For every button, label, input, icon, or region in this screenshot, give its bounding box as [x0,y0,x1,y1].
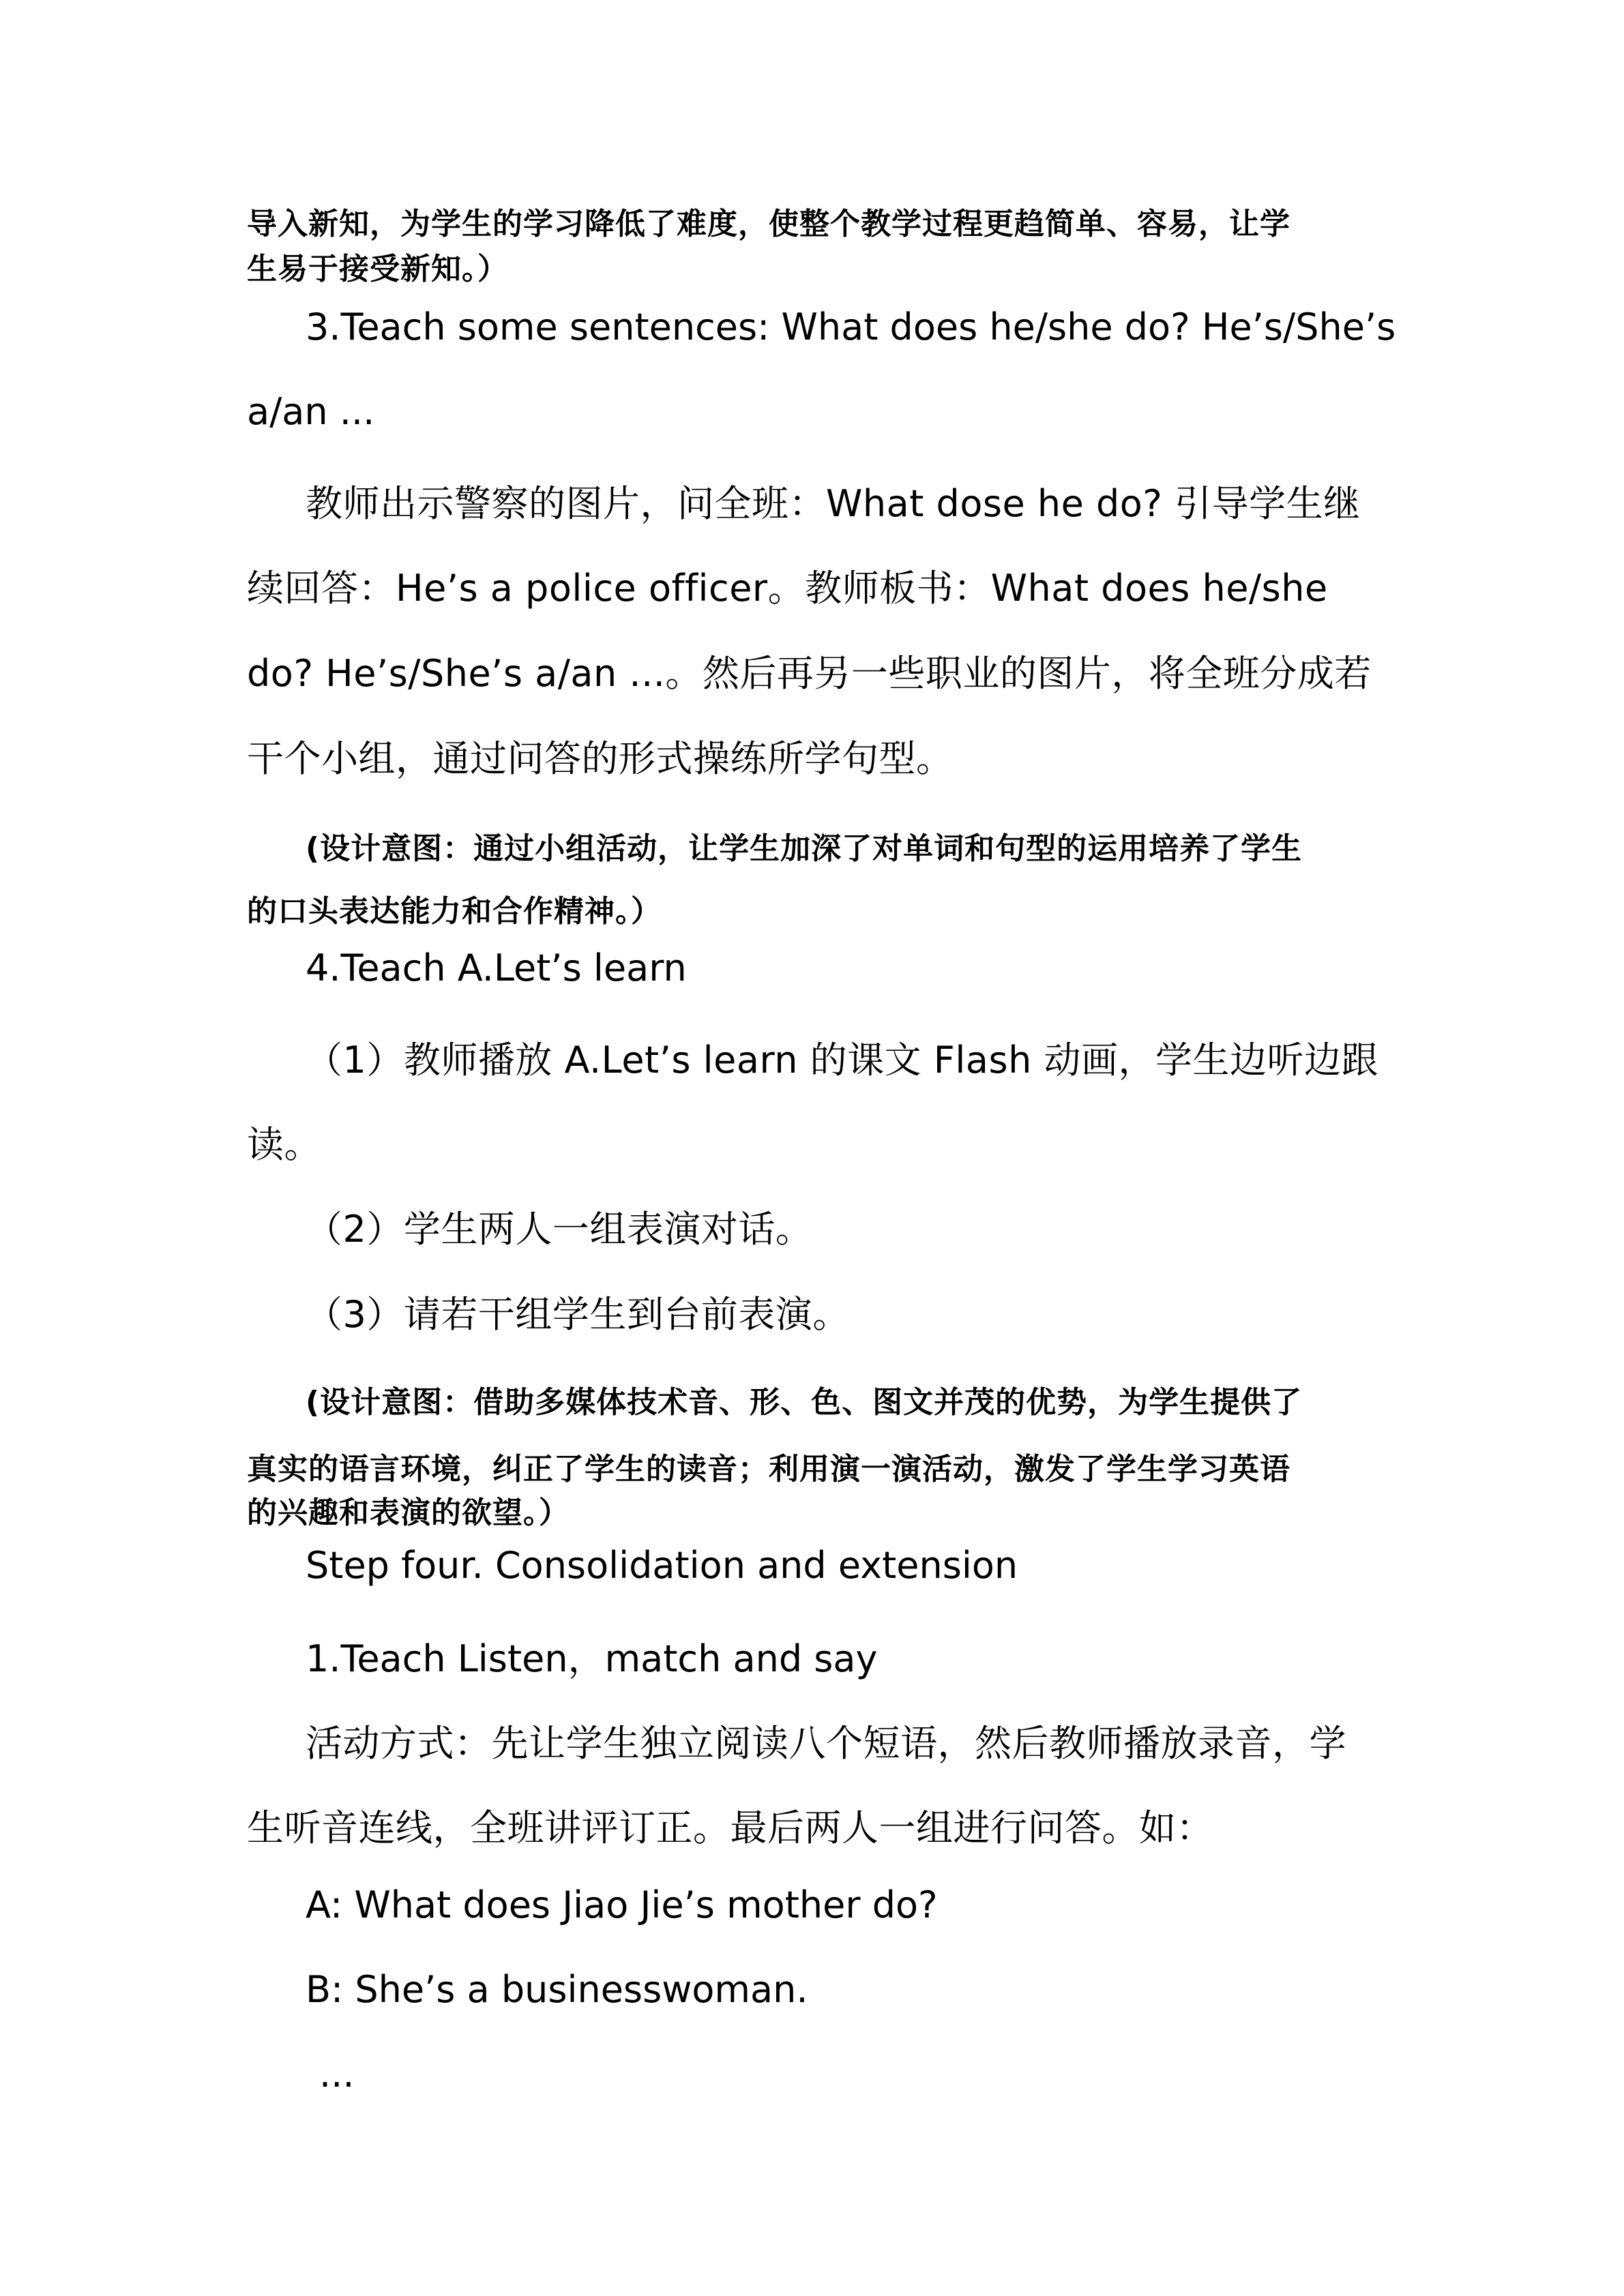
step-3-heading-line-2: a/an ... [247,390,375,433]
design-note-3-line-3: 的兴趣和表演的欲望。） [247,1495,570,1530]
teach-listen-heading: 1.Teach Listen，match and say [306,1637,878,1680]
design-note-3-line-2: 真实的语言环境，纠正了学生的读音；利用演一演活动，激发了学生学习英语 [247,1452,1290,1487]
design-note-3-line-1: (设计意图：借助多媒体技术音、形、色、图文并茂的优势，为学生提供了 [306,1385,1303,1420]
design-note-2-line-2: 的口头表达能力和合作精神。） [247,894,662,929]
step-four-heading: Step four. Consolidation and extension [306,1544,1018,1587]
step-3-heading-line-1: 3.Teach some sentences: What does he/she do? He’s/She’s [306,305,1396,348]
design-note-2-line-1: (设计意图：通过小组活动，让学生加深了对单词和句型的运用培养了学生 [306,831,1303,866]
activity-line-2: 生听音连线，全班讲评订正。最后两人一组进行问答。如： [247,1806,1213,1849]
list-item-2: （2）学生两人一组表演对话。 [306,1208,813,1251]
activity-line-1: 活动方式：先让学生独立阅读八个短语，然后教师播放录音，学 [306,1722,1346,1765]
dialog-line-b: B: She’s a businesswoman. [306,1968,808,2011]
list-item-3: （3）请若干组学生到台前表演。 [306,1293,850,1336]
paragraph-1-line-4: 干个小组，通过问答的形式操练所学句型。 [247,737,954,780]
list-item-1-line-2: 读。 [247,1123,321,1166]
paragraph-1-line-1: 教师出示警察的图片，问全班：What dose he do? 引导学生继 [306,482,1361,525]
dialog-line-a: A: What does Jiao Jie’s mother do? [306,1883,938,1926]
dialog-ellipsis: ... [319,2053,355,2096]
design-note-1-line-2: 生易于接受新知。） [247,252,508,286]
paragraph-1-line-3: do? He’s/She’s a/an ...。然后再另一些职业的图片，将全班分成若 [247,652,1372,695]
design-note-1-line-1: 导入新知，为学生的学习降低了难度，使整个教学过程更趋简单、容易，让学 [247,207,1290,241]
list-item-1-line-1: （1）教师播放 A.Let’s learn 的课文 Flash 动画，学生边听边跟 [306,1039,1378,1082]
paragraph-1-line-2: 续回答：He’s a police officer。教师板书：What does he/she [247,567,1328,610]
step-4-heading: 4.Teach A.Let’s learn [306,946,687,989]
